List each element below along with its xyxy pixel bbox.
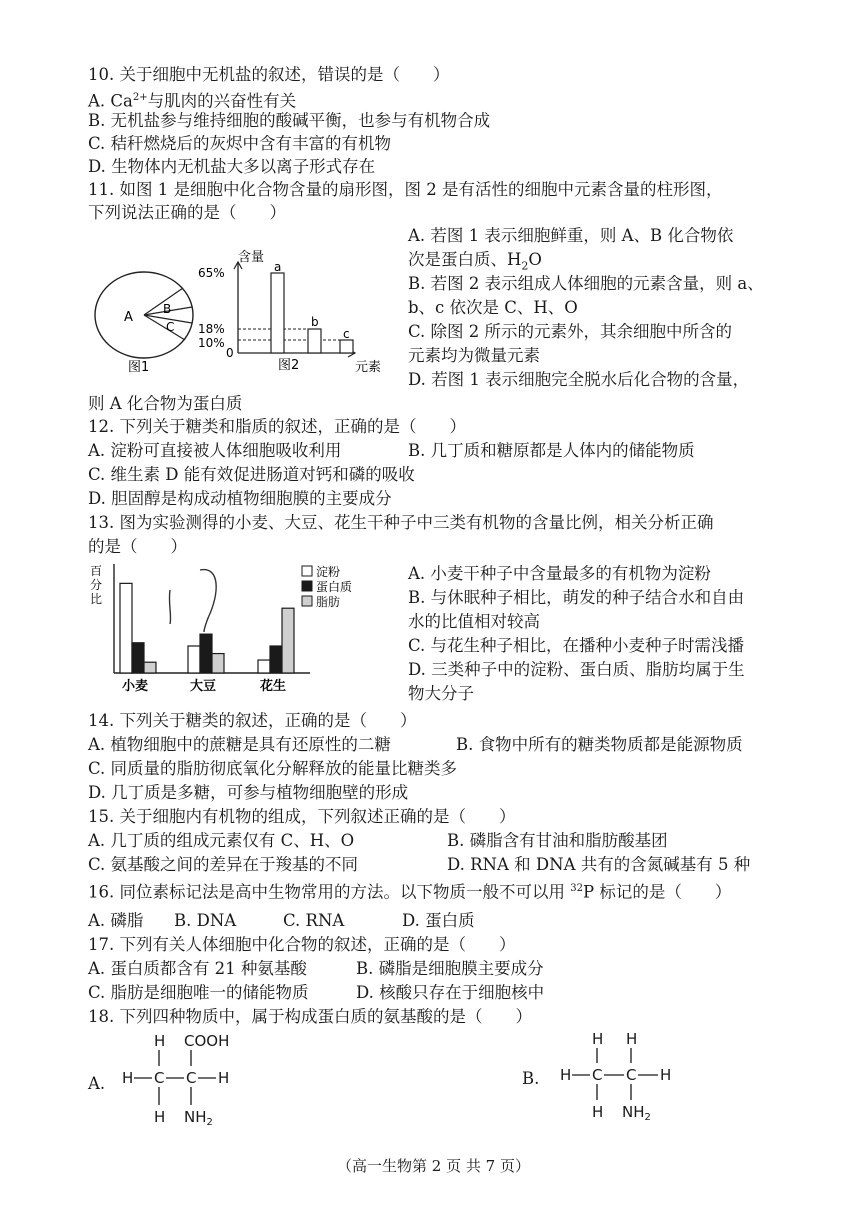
bar-0-1 xyxy=(132,643,144,673)
q11-stem-line1: 11. 如图 1 是细胞中化合物含量的扇形图，图 2 是有活性的细胞中元素含量的柱形图， xyxy=(88,180,723,199)
category-label-2: 花生 xyxy=(260,679,287,693)
bar-0-2 xyxy=(144,662,156,673)
q15-option-d: D. RNA 和 DNA 共有的含氮碱基有 5 种 xyxy=(447,855,751,874)
q16-option-a: A. 磷脂 xyxy=(88,911,144,930)
q13-option-d-line1: D. 三类种子中的淀粉、蛋白质、脂肪均属于生 xyxy=(408,660,745,679)
q16-option-d: D. 蛋白质 xyxy=(402,911,475,930)
q11-option-a-line1: A. 若图 1 表示细胞鲜重，则 A、B 化合物依 xyxy=(408,226,734,245)
chart-ylabel-line1: 百 xyxy=(90,564,103,578)
q10-option-b: B. 无机盐参与维持细胞的酸碱平衡，也参与有机物合成 xyxy=(88,111,491,130)
svg-text:H: H xyxy=(660,1066,672,1084)
category-label-1: 大豆 xyxy=(190,679,217,693)
q13-chart xyxy=(88,558,388,693)
q13-stem-line1: 13. 图为实验测得的小麦、大豆、花生干种子中三类有机物的含量比例，相关分析正确 xyxy=(88,513,714,532)
q11-option-a-line2: 次是蛋白质、$H_2O$ xyxy=(408,250,542,273)
figure2-bar-a xyxy=(271,273,284,353)
q13-option-c: C. 与花生种子相比，在播种小麦种子时需浅播 xyxy=(408,636,745,655)
q13-option-b-line2: 水的比值相对较高 xyxy=(408,612,540,631)
figure2-label-c: c xyxy=(343,327,350,341)
q13-option-a: A. 小麦干种子中含量最多的有机物为淀粉 xyxy=(408,564,711,583)
q12-option-b: B. 几丁质和糖原都是人体内的储能物质 xyxy=(408,441,695,460)
q11-option-b-line2: b、c 依次是 C、H、O xyxy=(408,298,578,317)
svg-text:H: H xyxy=(592,1103,604,1121)
chart-legend xyxy=(302,564,352,609)
figure2-xlabel: 元素 xyxy=(355,360,382,375)
q18-option-b-label: B. xyxy=(522,1069,540,1088)
q14-option-b: B. 食物中所有的糖类物质都是能源物质 xyxy=(456,735,743,754)
svg-text:H: H xyxy=(626,1030,638,1048)
q11-stem-line2: 下列说法正确的是（ ） xyxy=(88,203,286,222)
q10-option-a: A. $Ca^{2+}$与肌肉的兴奋性有关 xyxy=(88,91,297,111)
svg-text:C: C xyxy=(186,1069,197,1087)
q16-option-b: B. DNA xyxy=(174,911,237,930)
svg-text:C: C xyxy=(626,1066,637,1084)
q10-stem: 10. 关于细胞中无机盐的叙述，错误的是（ ） xyxy=(88,65,450,84)
q12-option-d: D. 胆固醇是构成动植物细胞膜的主要成分 xyxy=(88,489,392,508)
legend-swatch-2 xyxy=(302,596,312,606)
svg-text:COOH: COOH xyxy=(184,1032,230,1050)
q13-option-b-line1: B. 与休眠种子相比，萌发的种子结合水和自由 xyxy=(408,588,745,607)
svg-text:H: H xyxy=(218,1069,230,1087)
q14-option-c: C. 同质量的脂肪彻底氧化分解释放的能量比糖类多 xyxy=(88,759,458,778)
svg-text:C: C xyxy=(592,1066,603,1084)
q15-option-b: B. 磷脂含有甘油和脂肪酸基团 xyxy=(447,831,668,850)
bar-1-0 xyxy=(188,646,200,673)
figure2-tick-65: 65% xyxy=(198,266,225,280)
q15-option-a: A. 几丁质的组成元素仅有 C、H、O xyxy=(88,831,355,850)
figure2-bar-b xyxy=(308,329,321,353)
q11-option-d-line1: D. 若图 1 表示细胞完全脱水后化合物的含量， xyxy=(408,370,750,389)
pie-label-c: C xyxy=(166,320,175,334)
legend-label-1: 蛋白质 xyxy=(316,580,353,594)
q10-option-d: D. 生物体内无机盐大多以离子形式存在 xyxy=(88,157,376,176)
q14-stem: 14. 下列关于糖类的叙述，正确的是（ ） xyxy=(88,711,417,730)
legend-swatch-1 xyxy=(302,581,312,591)
page-footer: （高一生物第 2 页 共 7 页） xyxy=(337,1157,530,1175)
q11-figures xyxy=(90,245,410,380)
legend-label-2: 脂肪 xyxy=(316,595,341,609)
figure1-caption: 图1 xyxy=(128,360,150,375)
q13-option-d-line2: 物大分子 xyxy=(408,684,474,703)
pen-mark xyxy=(169,590,170,624)
q18-structure-a xyxy=(118,1030,258,1130)
q17-option-c: C. 脂肪是细胞唯一的储能物质 xyxy=(88,983,309,1002)
figure2-label-b: b xyxy=(311,315,319,329)
bar-2-1 xyxy=(270,646,282,673)
q12-stem: 12. 下列关于糖类和脂质的叙述，正确的是（ ） xyxy=(88,417,466,436)
q10-option-c: C. 秸秆燃烧后的灰烬中含有丰富的有机物 xyxy=(88,134,392,153)
chart-category-labels xyxy=(122,678,286,693)
svg-text:H: H xyxy=(560,1066,572,1084)
svg-text:NH2: $NH_2$ xyxy=(184,1108,213,1128)
q11-option-c-line2: 元素均为微量元素 xyxy=(408,346,540,365)
q16-option-c: C. RNA xyxy=(283,911,345,930)
q14-option-a: A. 植物细胞中的蔗糖是具有还原性的二糖 xyxy=(88,735,391,754)
svg-text:NH2: $NH_2$ xyxy=(622,1103,651,1123)
bar-0-0 xyxy=(120,583,132,673)
chart-ylabel-line2: 分 xyxy=(90,578,103,592)
q17-option-d: D. 核酸只存在于细胞核中 xyxy=(356,983,545,1002)
q11-option-c-line1: C. 除图 2 所示的元素外，其余细胞中所含的 xyxy=(408,322,733,341)
category-label-0: 小麦 xyxy=(122,679,149,693)
figure2-tick-0: 0 xyxy=(226,346,234,360)
chart-bars xyxy=(120,583,294,673)
q17-stem: 17. 下列有关人体细胞中化合物的叙述，正确的是（ ） xyxy=(88,935,516,954)
q13-stem-line2: 的是（ ） xyxy=(88,537,187,556)
legend-label-0: 淀粉 xyxy=(316,565,341,579)
q17-option-b: B. 磷脂是细胞膜主要成分 xyxy=(356,959,544,978)
q18-option-a-label: A. xyxy=(88,1074,106,1093)
q15-option-c: C. 氨基酸之间的差异在于羧基的不同 xyxy=(88,855,359,874)
svg-text:H: H xyxy=(154,1108,166,1126)
figure2-ylabel: 含量 xyxy=(238,250,265,265)
figure2-bars xyxy=(198,250,381,375)
q16-stem: 16. 同位素标记法是高中生物常用的方法。以下物质一般不可以用 $^{32}$P 标记的是（ ） xyxy=(88,882,732,902)
pie-label-b: B xyxy=(163,302,172,316)
figure2-label-a: a xyxy=(274,260,282,274)
figure1-pie xyxy=(95,272,193,375)
figure2-caption: 图2 xyxy=(278,358,300,373)
bar-2-2 xyxy=(282,608,294,673)
q12-option-a: A. 淀粉可直接被人体细胞吸收利用 xyxy=(88,441,342,460)
pen-mark-curve xyxy=(200,570,216,632)
legend-swatch-0 xyxy=(302,566,312,576)
chart-ylabel-line3: 比 xyxy=(90,592,103,606)
q14-option-d: D. 几丁质是多糖，可参与植物细胞壁的形成 xyxy=(88,783,409,802)
pie-label-a: A xyxy=(124,310,133,325)
svg-text:H: H xyxy=(154,1032,166,1050)
q15-stem: 15. 关于细胞内有机物的组成，下列叙述正确的是（ ） xyxy=(88,807,516,826)
svg-text:H: H xyxy=(592,1030,604,1048)
svg-text:C: C xyxy=(154,1069,165,1087)
q18-structure-b xyxy=(556,1028,686,1124)
figure2-tick-18: 18% xyxy=(198,322,225,336)
q12-option-c: C. 维生素 D 能有效促进肠道对钙和磷的吸收 xyxy=(88,465,415,484)
q17-option-a: A. 蛋白质都含有 21 种氨基酸 xyxy=(88,959,307,978)
bar-1-1 xyxy=(200,634,212,673)
q18-stem: 18. 下列四种物质中，属于构成蛋白质的氨基酸的是（ ） xyxy=(88,1007,532,1026)
svg-text:H: H xyxy=(122,1069,134,1087)
q11-option-b-line1: B. 若图 2 表示组成人体细胞的元素含量，则 a、 xyxy=(408,274,764,293)
figure2-tick-10: 10% xyxy=(198,336,225,350)
figure2-bar-c xyxy=(340,340,353,353)
bar-1-2 xyxy=(212,654,224,673)
bar-2-0 xyxy=(258,660,270,673)
q11-option-d-line2: 则 A 化合物为蛋白质 xyxy=(88,394,243,413)
